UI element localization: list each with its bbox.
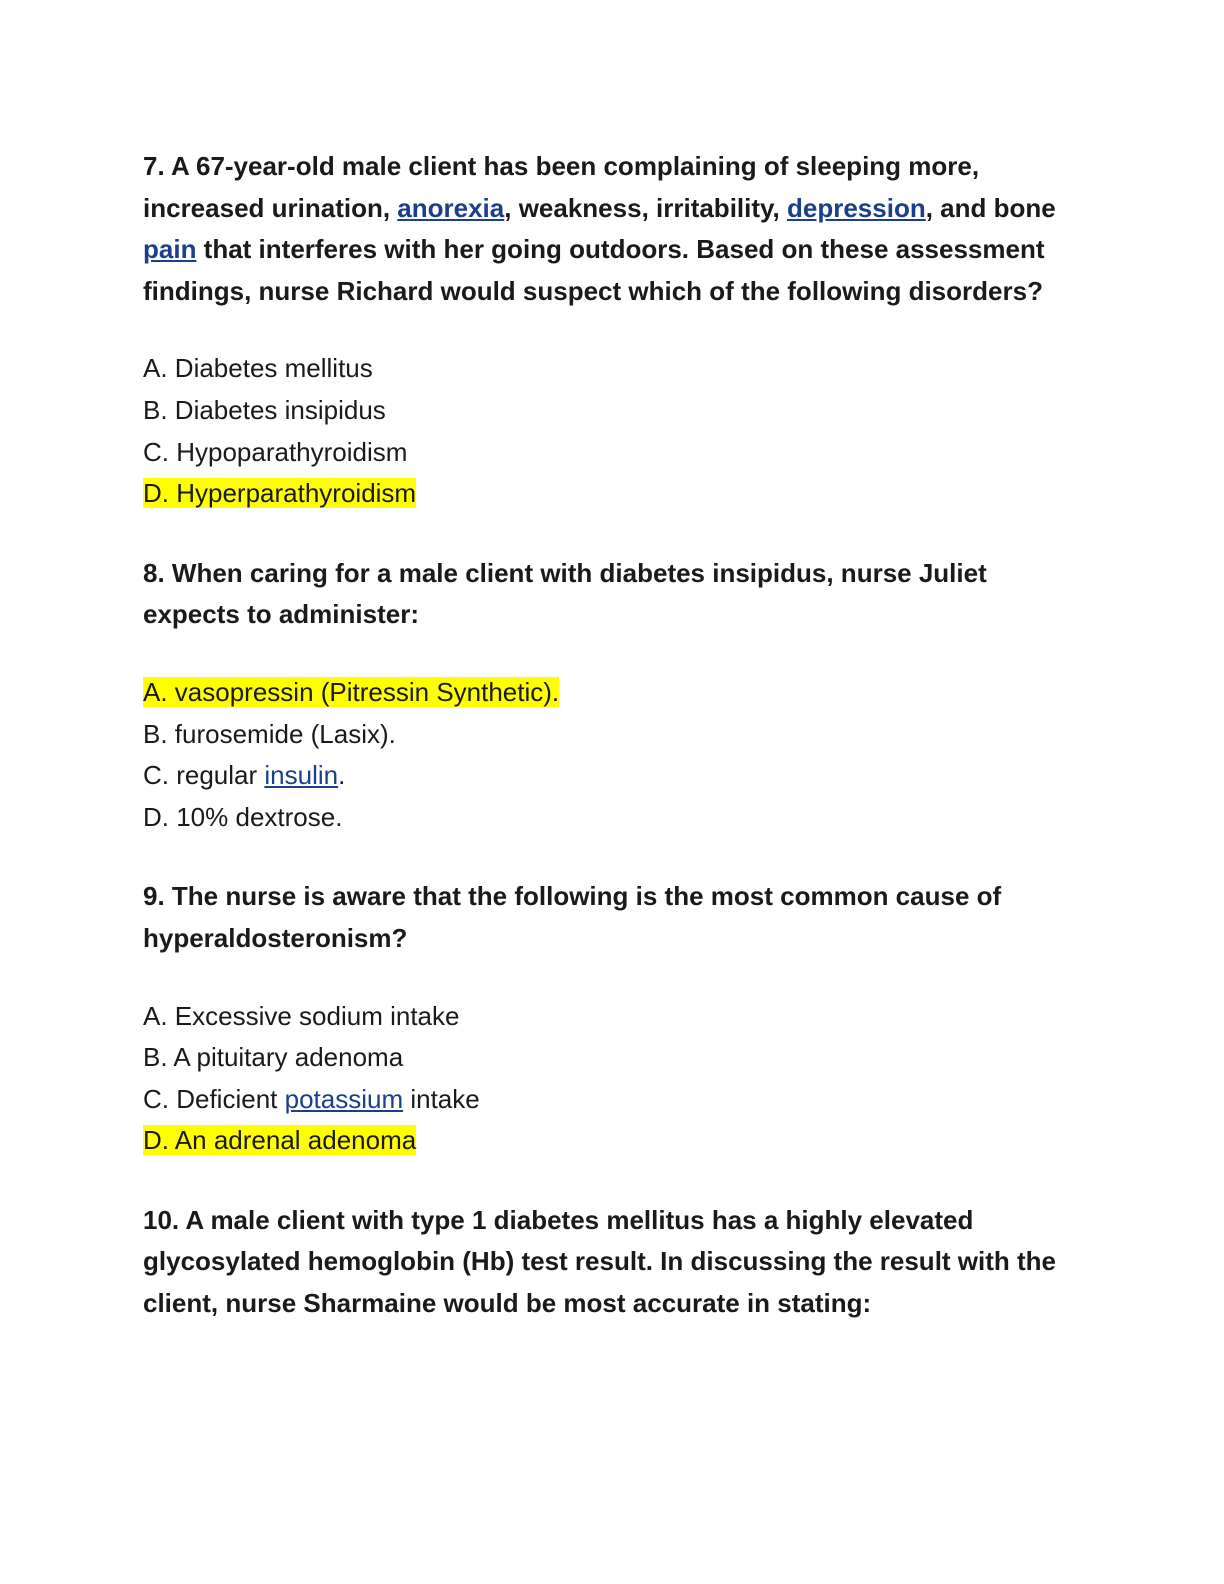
q7-text-4: that interferes with her going outdoors. Based on these assessment findings, nurse Richard would suspect which of the following disorders? (143, 234, 1045, 306)
link-potassium[interactable]: potassium (284, 1083, 404, 1114)
q9-option-d-answer (143, 1120, 1063, 1162)
q8-option-c (143, 755, 1063, 797)
q7-text-1: 7. A 67-year-old male client has been complaining of sleeping more, increased urination, (143, 151, 980, 223)
question-9: 9. The nurse is aware that the following is the most common cause of hyperaldosteronism? (143, 881, 1002, 953)
q9-options (143, 996, 1063, 1162)
q9-option-a: A. Excessive sodium intake (143, 1000, 460, 1031)
question-8: 8. When caring for a male client with diabetes insipidus, nurse Juliet expects to administer: (143, 557, 987, 630)
question-7 (143, 146, 1063, 312)
answer-highlight: A. vasopressin (Pitressin Synthetic). (143, 676, 560, 707)
q9-option-b: B. A pituitary adenoma (143, 1042, 404, 1073)
q8-option-c-pre: C. regular (143, 760, 265, 791)
link-depression[interactable]: depression (787, 192, 926, 223)
q9-option-c-post: intake (403, 1083, 480, 1114)
q9-option-c (143, 1079, 1063, 1121)
q9-option-c-pre: C. Deficient (143, 1083, 285, 1114)
q7-option-a: A. Diabetes mellitus (143, 353, 373, 384)
link-pain[interactable]: pain (143, 234, 197, 265)
link-insulin[interactable]: insulin (264, 760, 339, 791)
q7-text-2: , weakness, irritability, (504, 192, 787, 223)
q7-option-d-answer (143, 473, 1063, 515)
q8-options (143, 672, 1063, 838)
q8-option-d: D. 10% dextrose. (143, 801, 343, 832)
q7-option-b: B. Diabetes insipidus (143, 394, 386, 425)
q7-options (143, 348, 1063, 514)
q7-option-c: C. Hypoparathyroidism (143, 436, 408, 467)
q8-option-a-answer (143, 672, 1063, 714)
q8-option-c-post: . (338, 760, 346, 791)
link-anorexia[interactable]: anorexia (397, 192, 505, 223)
question-10: 10. A male client with type 1 diabetes mellitus has a highly elevated glycosylated hemoglobin (Hb) test result. In discussing the result with the client, nurse Sharmaine would be most accurate in stating: (143, 1204, 1057, 1319)
answer-highlight: D. An adrenal adenoma (143, 1125, 417, 1156)
q8-option-b: B. furosemide (Lasix). (143, 718, 396, 749)
q7-text-3: , and bone (925, 192, 1056, 223)
answer-highlight: D. Hyperparathyroidism (143, 478, 417, 509)
document-page (143, 146, 1063, 1325)
